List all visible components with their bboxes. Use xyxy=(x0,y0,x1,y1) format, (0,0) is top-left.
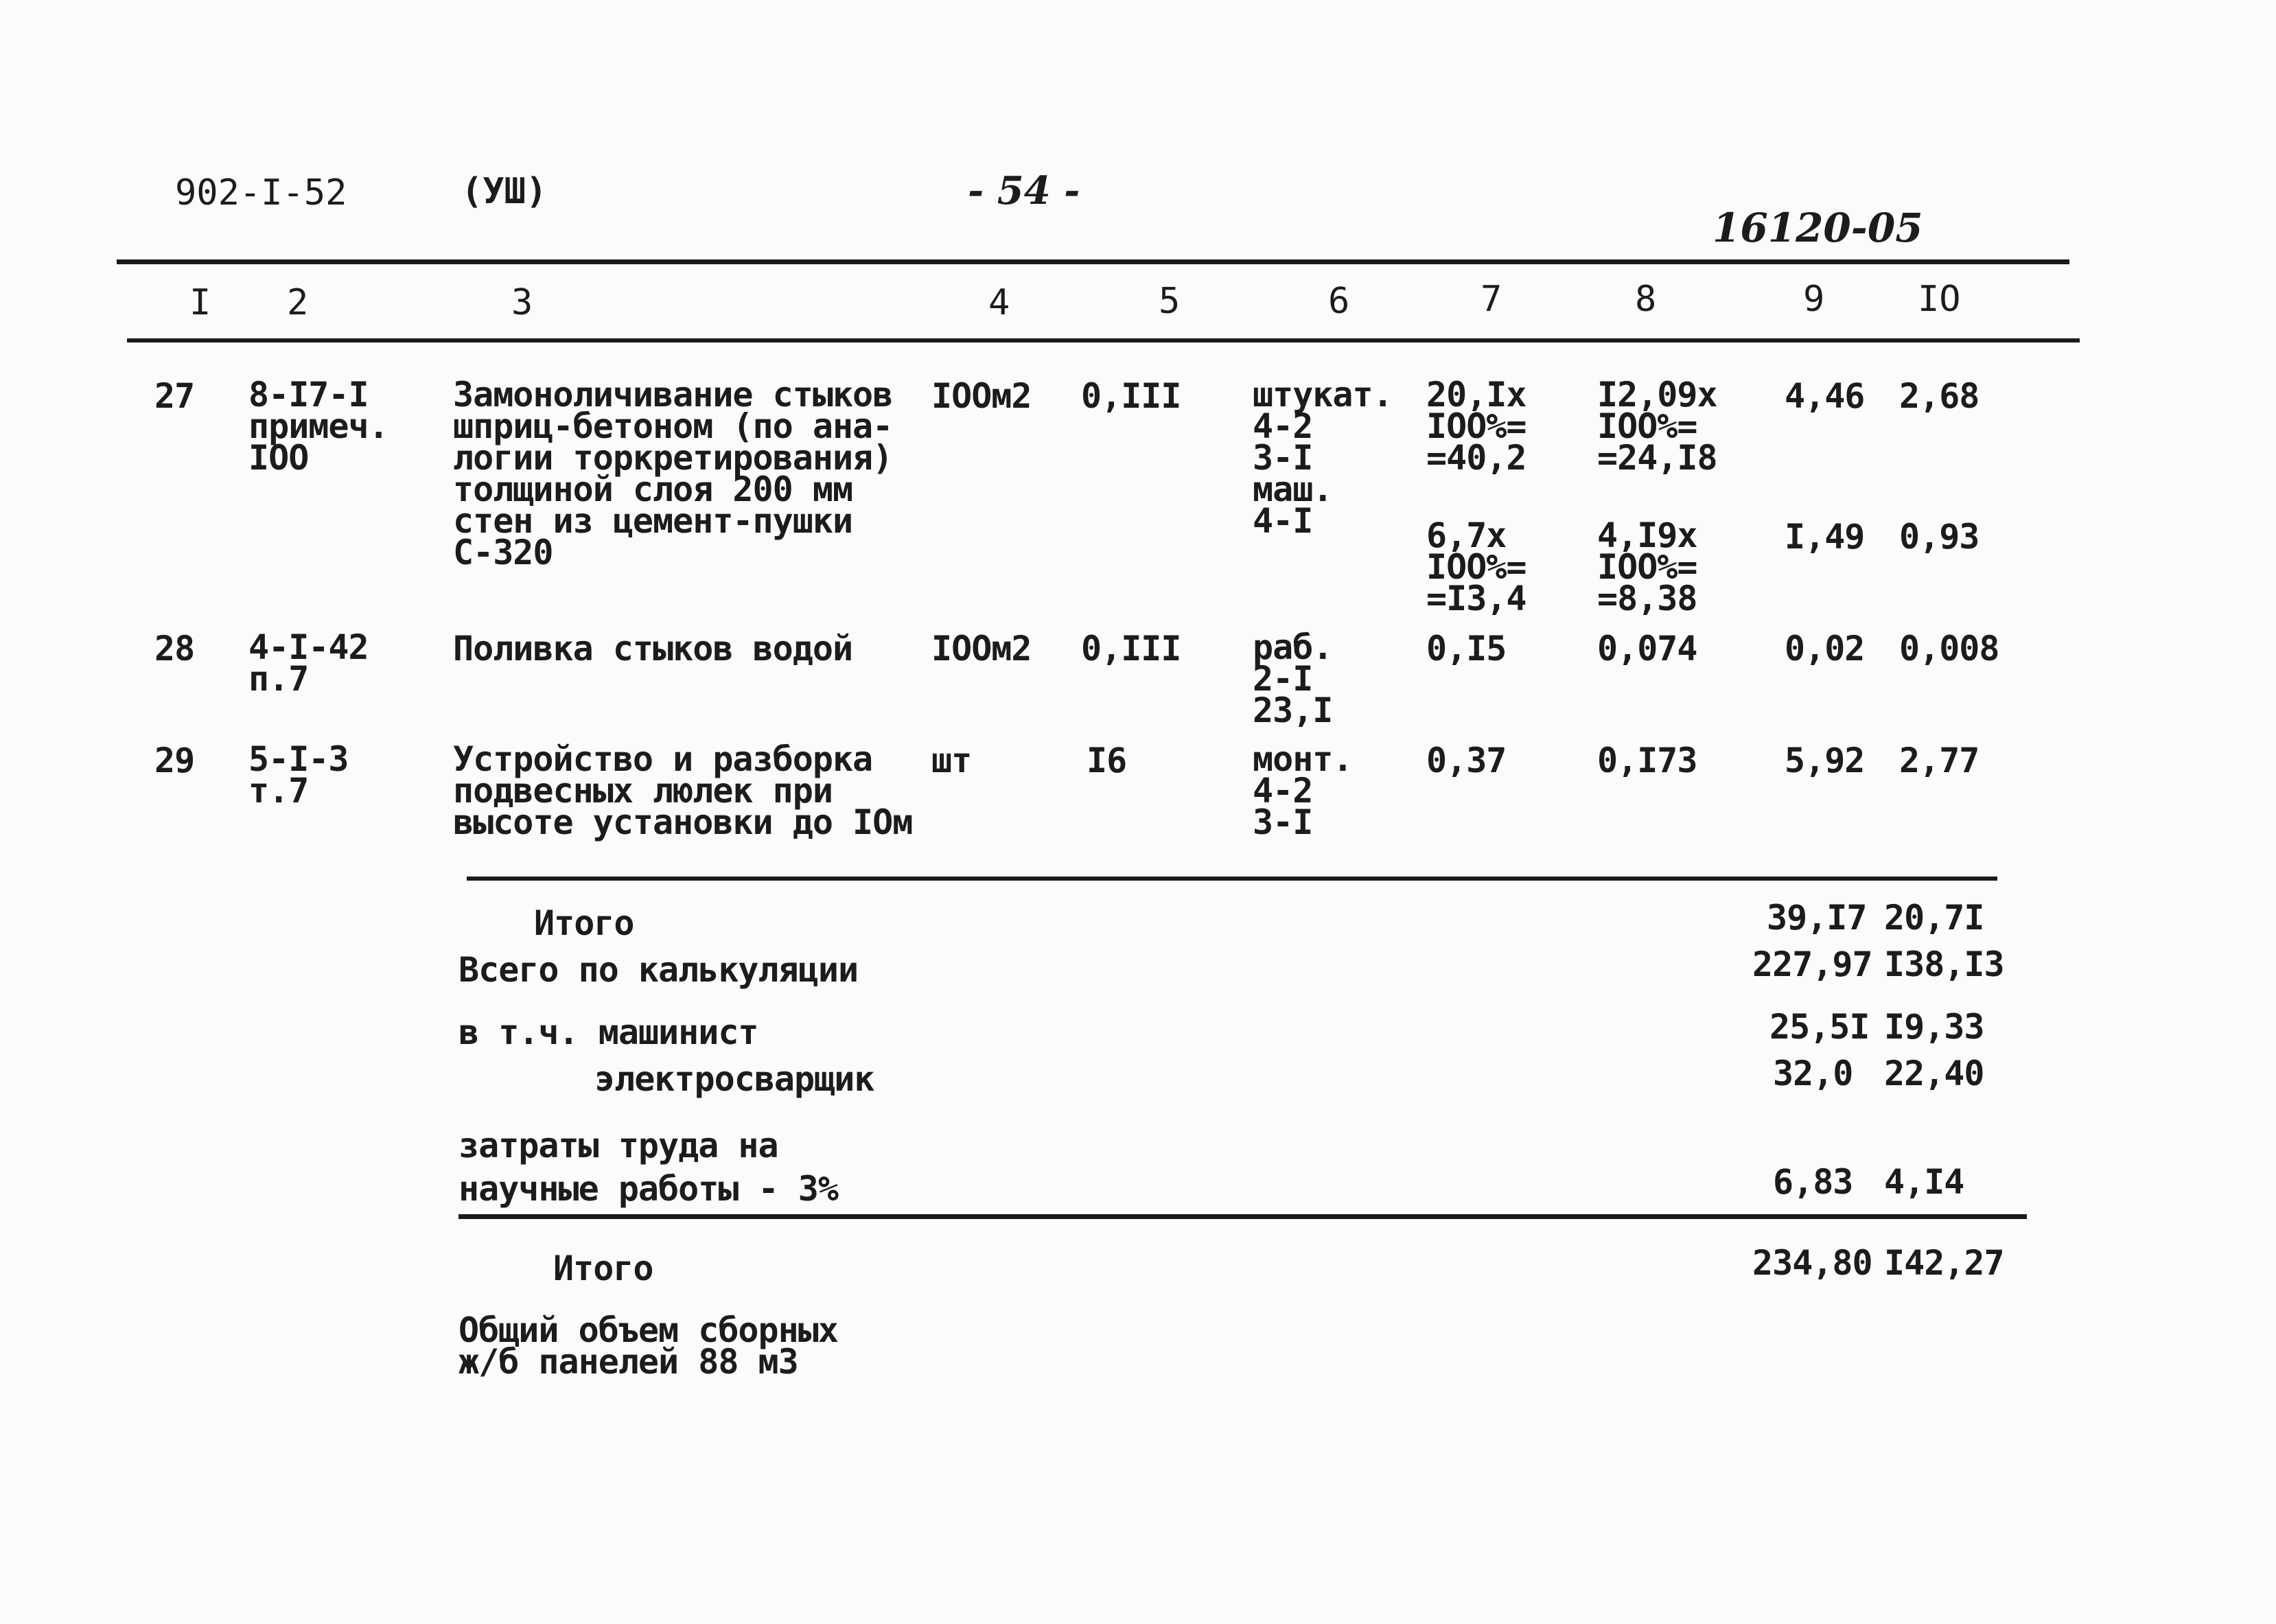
document-number: 16120-05 xyxy=(1712,205,1923,251)
row-description: Поливка стыков водой xyxy=(453,629,853,669)
itogo-col10: 20,7I xyxy=(1884,898,1984,938)
column-header-3: 3 xyxy=(511,282,533,323)
row-col7: 0,I5 xyxy=(1426,629,1507,669)
row-unit: IOOм2 xyxy=(931,376,1032,416)
row-col9: 4,46 xyxy=(1785,376,1865,416)
row-number: 28 xyxy=(154,629,195,669)
row-quantity: 0,III xyxy=(1081,629,1181,669)
row-reference: 5-I-3 т.7 xyxy=(248,739,349,811)
row-quantity: 0,III xyxy=(1081,376,1181,416)
elektro-label: электросварщик xyxy=(594,1059,874,1099)
header-bottom-rule xyxy=(127,338,2080,343)
column-header-10: IO xyxy=(1918,279,1961,320)
section-code: (УШ) xyxy=(461,171,548,212)
row-col10-machinist: 0,93 xyxy=(1899,517,1979,557)
row-worker: раб. 2-I 23,I xyxy=(1253,627,1333,730)
row-col10: 2,68 xyxy=(1899,376,1979,416)
header-top-rule xyxy=(117,259,2069,264)
row-col7-machinist: 6,7х IOO%= =I3,4 xyxy=(1426,515,1526,618)
vsego-label: Всего по калькуляции xyxy=(458,950,859,990)
row-col8: 0,074 xyxy=(1597,629,1697,669)
row-col9: 5,92 xyxy=(1785,741,1865,780)
zatraty-col10: 4,I4 xyxy=(1884,1162,1964,1202)
row-col9-machinist: I,49 xyxy=(1785,517,1865,557)
row-col9: 0,02 xyxy=(1785,629,1865,669)
elektro-col9: 32,0 xyxy=(1773,1054,1853,1093)
vtch-label: в т.ч. машинист xyxy=(458,1012,758,1052)
column-header-7: 7 xyxy=(1480,279,1502,320)
itogo-label: Итого xyxy=(534,903,634,943)
row-col10: 2,77 xyxy=(1899,741,1979,780)
vsego-col10: I38,I3 xyxy=(1884,944,2004,984)
final-rule xyxy=(458,1214,2027,1219)
itogo-final-col9: 234,80 xyxy=(1752,1243,1872,1283)
row-unit: IOOм2 xyxy=(931,629,1032,669)
vtch-col10: I9,33 xyxy=(1884,1007,1984,1047)
row-number: 29 xyxy=(154,741,195,780)
itogo-final-col10: I42,27 xyxy=(1884,1243,2004,1283)
row-reference: 4-I-42 п.7 xyxy=(248,627,369,699)
row-col8: I2,09х IOO%= =24,I8 xyxy=(1597,375,1717,478)
row-col8: 0,I73 xyxy=(1597,741,1697,780)
column-header-4: 4 xyxy=(988,282,1010,323)
row-reference: 8-I7-I примеч. IOO xyxy=(248,375,388,478)
column-header-6: 6 xyxy=(1328,281,1350,322)
vsego-col9: 227,97 xyxy=(1752,944,1872,984)
totals-rule xyxy=(467,877,1997,881)
row-description: Замоноличивание стыков шприц-бетоном (по ана- логии торкретирования) толщиной слоя 200 мм стен из цемент-пушки С-320 xyxy=(453,375,893,572)
zatraty-col9: 6,83 xyxy=(1773,1162,1853,1202)
column-header-8: 8 xyxy=(1635,279,1657,320)
row-col8-machinist: 4,I9х IOO%= =8,38 xyxy=(1597,515,1697,618)
zatraty-label: затраты труда на научные работы - 3% xyxy=(458,1126,838,1209)
panel-volume-note: Общий объем сборных ж/б панелей 88 м3 xyxy=(458,1310,838,1382)
elektro-col10: 22,40 xyxy=(1884,1054,1984,1093)
row-col7: 20,Iх IOO%= =40,2 xyxy=(1426,375,1526,478)
row-worker: штукат. 4-2 3-I маш. 4-I xyxy=(1253,375,1393,541)
row-col10: 0,008 xyxy=(1899,629,1999,669)
itogo-final-label: Итого xyxy=(553,1249,653,1288)
row-col7: 0,37 xyxy=(1426,741,1507,780)
column-header-1: I xyxy=(189,282,211,323)
row-quantity: I6 xyxy=(1087,741,1127,780)
row-unit: шт xyxy=(931,741,972,780)
page-number: - 54 - xyxy=(968,168,1080,213)
column-header-9: 9 xyxy=(1803,279,1825,320)
itogo-col9: 39,I7 xyxy=(1767,898,1867,938)
row-number: 27 xyxy=(154,376,195,416)
vtch-col9: 25,5I xyxy=(1769,1007,1870,1047)
column-header-2: 2 xyxy=(287,282,309,323)
row-description: Устройство и разборка подвесных люлек при высоте установки до IOм xyxy=(453,739,913,842)
document-code: 902-I-52 xyxy=(175,172,347,213)
row-worker: монт. 4-2 3-I xyxy=(1253,739,1353,842)
column-header-5: 5 xyxy=(1159,281,1181,322)
